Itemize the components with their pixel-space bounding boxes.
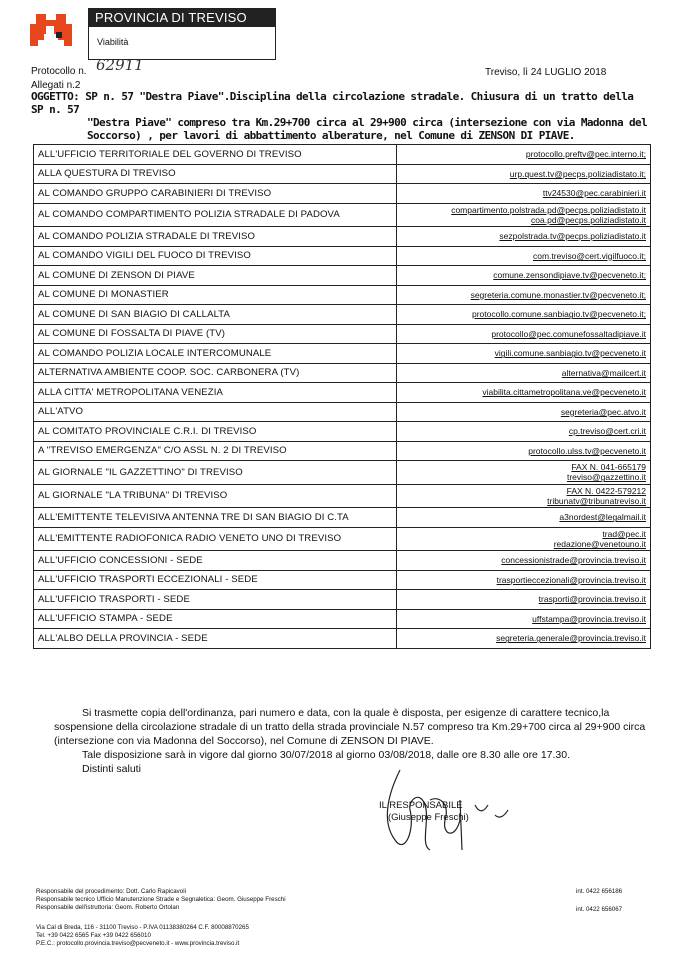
recipient-row (34, 441, 651, 461)
recipient-email: com.treviso@cert.vigilfuoco.it; (532, 250, 646, 261)
recipient-row (34, 363, 651, 383)
recipient-row (34, 402, 651, 422)
recipient-name: ALLA QUESTURA DI TREVISO (34, 164, 397, 184)
recipient-email: FAX N. 041-665179 (571, 462, 646, 473)
recipient-contact (397, 609, 651, 629)
recipient-name: AL COMUNE DI FOSSALTA DI PIAVE (TV) (34, 324, 397, 344)
recipient-name: AL COMUNE DI ZENSON DI PIAVE (34, 266, 397, 286)
recipient-email: comune.zensondipiave.tv@pecveneto.it; (493, 270, 646, 281)
recipient-contact (397, 383, 651, 403)
recipient-email: segreteria.generale@provincia.treviso.it (496, 633, 646, 644)
subject-line-1: SP n. 57 "Destra Piave".Disciplina della circolazione stradale. Chiusura di un tratto della SP n. 57 (31, 90, 634, 116)
recipient-row (34, 590, 651, 610)
recipient-contact (397, 246, 651, 266)
footer-int-1: int. 0422 656186 (576, 888, 623, 895)
footer-int-2: int. 0422 656067 (576, 906, 623, 913)
recipient-name: AL GIORNALE "IL GAZZETTINO" DI TREVISO (34, 461, 397, 485)
recipient-row (34, 305, 651, 325)
recipient-row (34, 551, 651, 571)
recipient-name: ALL'UFFICIO TERRITORIALE DEL GOVERNO DI TREVISO (34, 145, 397, 165)
footer-addr-1: Via Cal di Breda, 116 - 31100 Treviso - P.IVA 01138380264 C.F. 80008870265 (36, 924, 249, 931)
recipient-email: FAX N. 0422-579212 (566, 485, 646, 496)
recipient-email: a3nordest@legalmail.it (559, 512, 646, 523)
recipient-row (34, 383, 651, 403)
recipient-contact (397, 145, 651, 165)
recipient-email: ttv24530@pec.carabinieri.it (542, 188, 646, 199)
provincia-logo (26, 8, 76, 52)
recipient-row (34, 184, 651, 204)
subject (31, 90, 651, 142)
recipient-contact (397, 266, 651, 286)
recipient-email: redazione@venetouno.it (553, 538, 646, 549)
org-name: PROVINCIA DI TREVISO (89, 9, 275, 27)
recipient-email: compartimento.polstrada.pd@pecps.poliziadistato.it (451, 204, 646, 215)
recipient-name: AL COMITATO PROVINCIALE C.R.I. DI TREVISO (34, 422, 397, 442)
footer-resp-2: Responsabile tecnico Ufficio Manutenzione Strade e Segnaletica: Geom. Giuseppe Freschi (36, 896, 286, 903)
recipient-email: protocollo.comune.sanbiagio.tv@pecveneto.it; (471, 309, 646, 320)
recipient-email: sezpolstrada.tv@pecps.poliziadistato.it (499, 231, 646, 242)
recipient-contact (397, 305, 651, 325)
recipient-name: AL COMANDO VIGILI DEL FUOCO DI TREVISO (34, 246, 397, 266)
recipient-contact (397, 484, 651, 508)
recipient-contact (397, 164, 651, 184)
recipient-email: viabilita.cittametropolitana.ve@pecveneto.it (482, 387, 646, 398)
recipient-name: ALL'UFFICIO TRASPORTI - SEDE (34, 590, 397, 610)
recipient-contact (397, 344, 651, 364)
recipient-name: AL COMANDO GRUPPO CARABINIERI DI TREVISO (34, 184, 397, 204)
recipient-email: segreteria@pec.atvo.it (560, 406, 646, 417)
recipient-name: AL COMUNE DI SAN BIAGIO DI CALLALTA (34, 305, 397, 325)
recipient-name: ALLA CITTA' METROPOLITANA VENEZIA (34, 383, 397, 403)
recipient-row (34, 164, 651, 184)
recipient-row (34, 484, 651, 508)
recipient-contact (397, 461, 651, 485)
recipient-name: AL GIORNALE "LA TRIBUNA" DI TREVISO (34, 484, 397, 508)
recipient-name: ALL'EMITTENTE RADIOFONICA RADIO VENETO UNO DI TREVISO (34, 527, 397, 551)
recipient-email: protocollo@pec.comunefossaltadipiave.it (491, 328, 646, 339)
recipient-row (34, 246, 651, 266)
recipient-row (34, 324, 651, 344)
recipient-name: ALL'UFFICIO CONCESSIONI - SEDE (34, 551, 397, 571)
recipient-contact (397, 402, 651, 422)
recipient-name: ALL'EMITTENTE TELEVISIVA ANTENNA TRE DI SAN BIAGIO DI C.TA (34, 508, 397, 528)
header-box (88, 8, 276, 60)
recipient-row (34, 508, 651, 528)
footer-address (36, 924, 249, 948)
recipient-email: tribunatv@tribunatreviso.it (547, 495, 646, 506)
footer-resp-1: Responsabile del procedimento: Dott. Carlo Rapicavoli (36, 888, 186, 895)
recipient-contact (397, 184, 651, 204)
letter-body (54, 706, 654, 776)
recipient-contact (397, 203, 651, 227)
recipient-row (34, 527, 651, 551)
recipient-name: ALL'ALBO DELLA PROVINCIA - SEDE (34, 629, 397, 649)
body-paragraph-2: Tale disposizione sarà in vigore dal giorno 30/07/2018 al giorno 03/08/2018, dalle ore 8.30 alle ore 17.30. (82, 749, 571, 761)
signatory-title: IL RESPONSABILE (379, 800, 463, 811)
recipient-email: protocollo.preftv@pec.interno.it; (525, 149, 646, 160)
recipient-contact (397, 527, 651, 551)
recipient-email: coa.pd@pecps.poliziadistato.it (531, 214, 646, 225)
recipients-table (33, 144, 651, 649)
subject-line-2: "Destra Piave" compreso tra Km.29+700 circa al 29+900 circa (intersezione con via Madonna del (87, 116, 648, 129)
recipient-name: AL COMUNE DI MONASTIER (34, 285, 397, 305)
recipient-contact (397, 227, 651, 247)
recipient-name: A "TREVISO EMERGENZA" C/O ASSL N. 2 DI TREVISO (34, 441, 397, 461)
body-paragraph-3: Distinti saluti (82, 763, 141, 775)
recipient-name: ALL'UFFICIO STAMPA - SEDE (34, 609, 397, 629)
recipient-contact (397, 363, 651, 383)
recipient-contact (397, 441, 651, 461)
recipient-email: concessionistrade@provincia.treviso.it (501, 555, 646, 566)
body-paragraph-1: Si trasmette copia dell'ordinanza, pari numero e data, con la quale è disposta, per esigenze di carattere tecnico,la sospensione della circolazione stradale di un tratto della strada provinciale N.57 compreso tra Km.29+700 circa al 29+900 circa (intersezione con via Madonna del Soccorso), nel Comune di ZENSON DI PIAVE. (54, 707, 646, 747)
recipient-contact (397, 508, 651, 528)
recipient-row (34, 227, 651, 247)
footer-responsibles (36, 888, 286, 912)
recipient-name: AL COMANDO POLIZIA STRADALE DI TREVISO (34, 227, 397, 247)
recipient-email: trad@pec.it (602, 528, 646, 539)
subject-line-3: Soccorso) , per lavori di abbattimento alberature, nel Comune di ZENSON DI PIAVE. (87, 129, 575, 142)
recipient-email: treviso@gazzettino.it (566, 472, 646, 483)
signatory-name: (Giuseppe Freschi) (388, 812, 469, 823)
recipient-contact (397, 570, 651, 590)
recipient-contact (397, 551, 651, 571)
department: Viabilità (97, 37, 129, 47)
letter-date: Treviso, lì 24 LUGLIO 2018 (485, 67, 607, 78)
recipient-contact (397, 422, 651, 442)
recipient-row (34, 285, 651, 305)
recipient-contact (397, 285, 651, 305)
recipient-row (34, 422, 651, 442)
recipient-row (34, 461, 651, 485)
recipient-row (34, 629, 651, 649)
recipient-email: urp.quest.tv@pecps.poliziadistato.it; (509, 168, 646, 179)
recipient-name: ALL'ATVO (34, 402, 397, 422)
recipient-name: AL COMANDO POLIZIA LOCALE INTERCOMUNALE (34, 344, 397, 364)
recipient-contact (397, 324, 651, 344)
recipient-contact (397, 590, 651, 610)
recipient-name: AL COMANDO COMPARTIMENTO POLIZIA STRADALE DI PADOVA (34, 203, 397, 227)
recipient-contact (397, 629, 651, 649)
recipient-email: vigili.comune.sanbiagio.tv@pecveneto.it (494, 348, 646, 359)
footer-addr-3: P.E.C.: protocollo.provincia.treviso@pecveneto.it - www.provincia.treviso.it (36, 940, 240, 947)
recipient-row (34, 266, 651, 286)
recipient-name: ALTERNATIVA AMBIENTE COOP. SOC. CARBONERA (TV) (34, 363, 397, 383)
subject-label: OGGETTO: (31, 90, 80, 103)
recipient-email: segreteria.comune.monastier.tv@pecveneto.it; (470, 289, 646, 300)
recipient-row (34, 344, 651, 364)
attachments: Allegati n.2 (31, 80, 81, 91)
footer-resp-3: Responsabile dell'istruttoria: Geom. Roberto Ortolan (36, 904, 180, 911)
protocol-label: Protocollo n. (31, 66, 87, 77)
recipient-row (34, 145, 651, 165)
recipient-row (34, 570, 651, 590)
recipient-email: uffstampa@provincia.treviso.it (532, 613, 646, 624)
recipient-email: trasporti@provincia.treviso.it (538, 594, 646, 605)
footer-addr-2: Tel. +39 0422 6565 Fax +39 0422 656010 (36, 932, 151, 939)
recipient-name: ALL'UFFICIO TRASPORTI ECCEZIONALI - SEDE (34, 570, 397, 590)
recipient-row (34, 203, 651, 227)
recipient-email: trasportieccezionali@provincia.treviso.it (496, 574, 646, 585)
recipient-email: alternativa@mailcert.it (561, 367, 646, 378)
protocol-number: 62911 (96, 56, 144, 74)
recipient-email: cp.treviso@cert.cri.it (568, 426, 646, 437)
recipient-email: protocollo.ulss.tv@pecveneto.it (528, 445, 646, 456)
recipient-row (34, 609, 651, 629)
